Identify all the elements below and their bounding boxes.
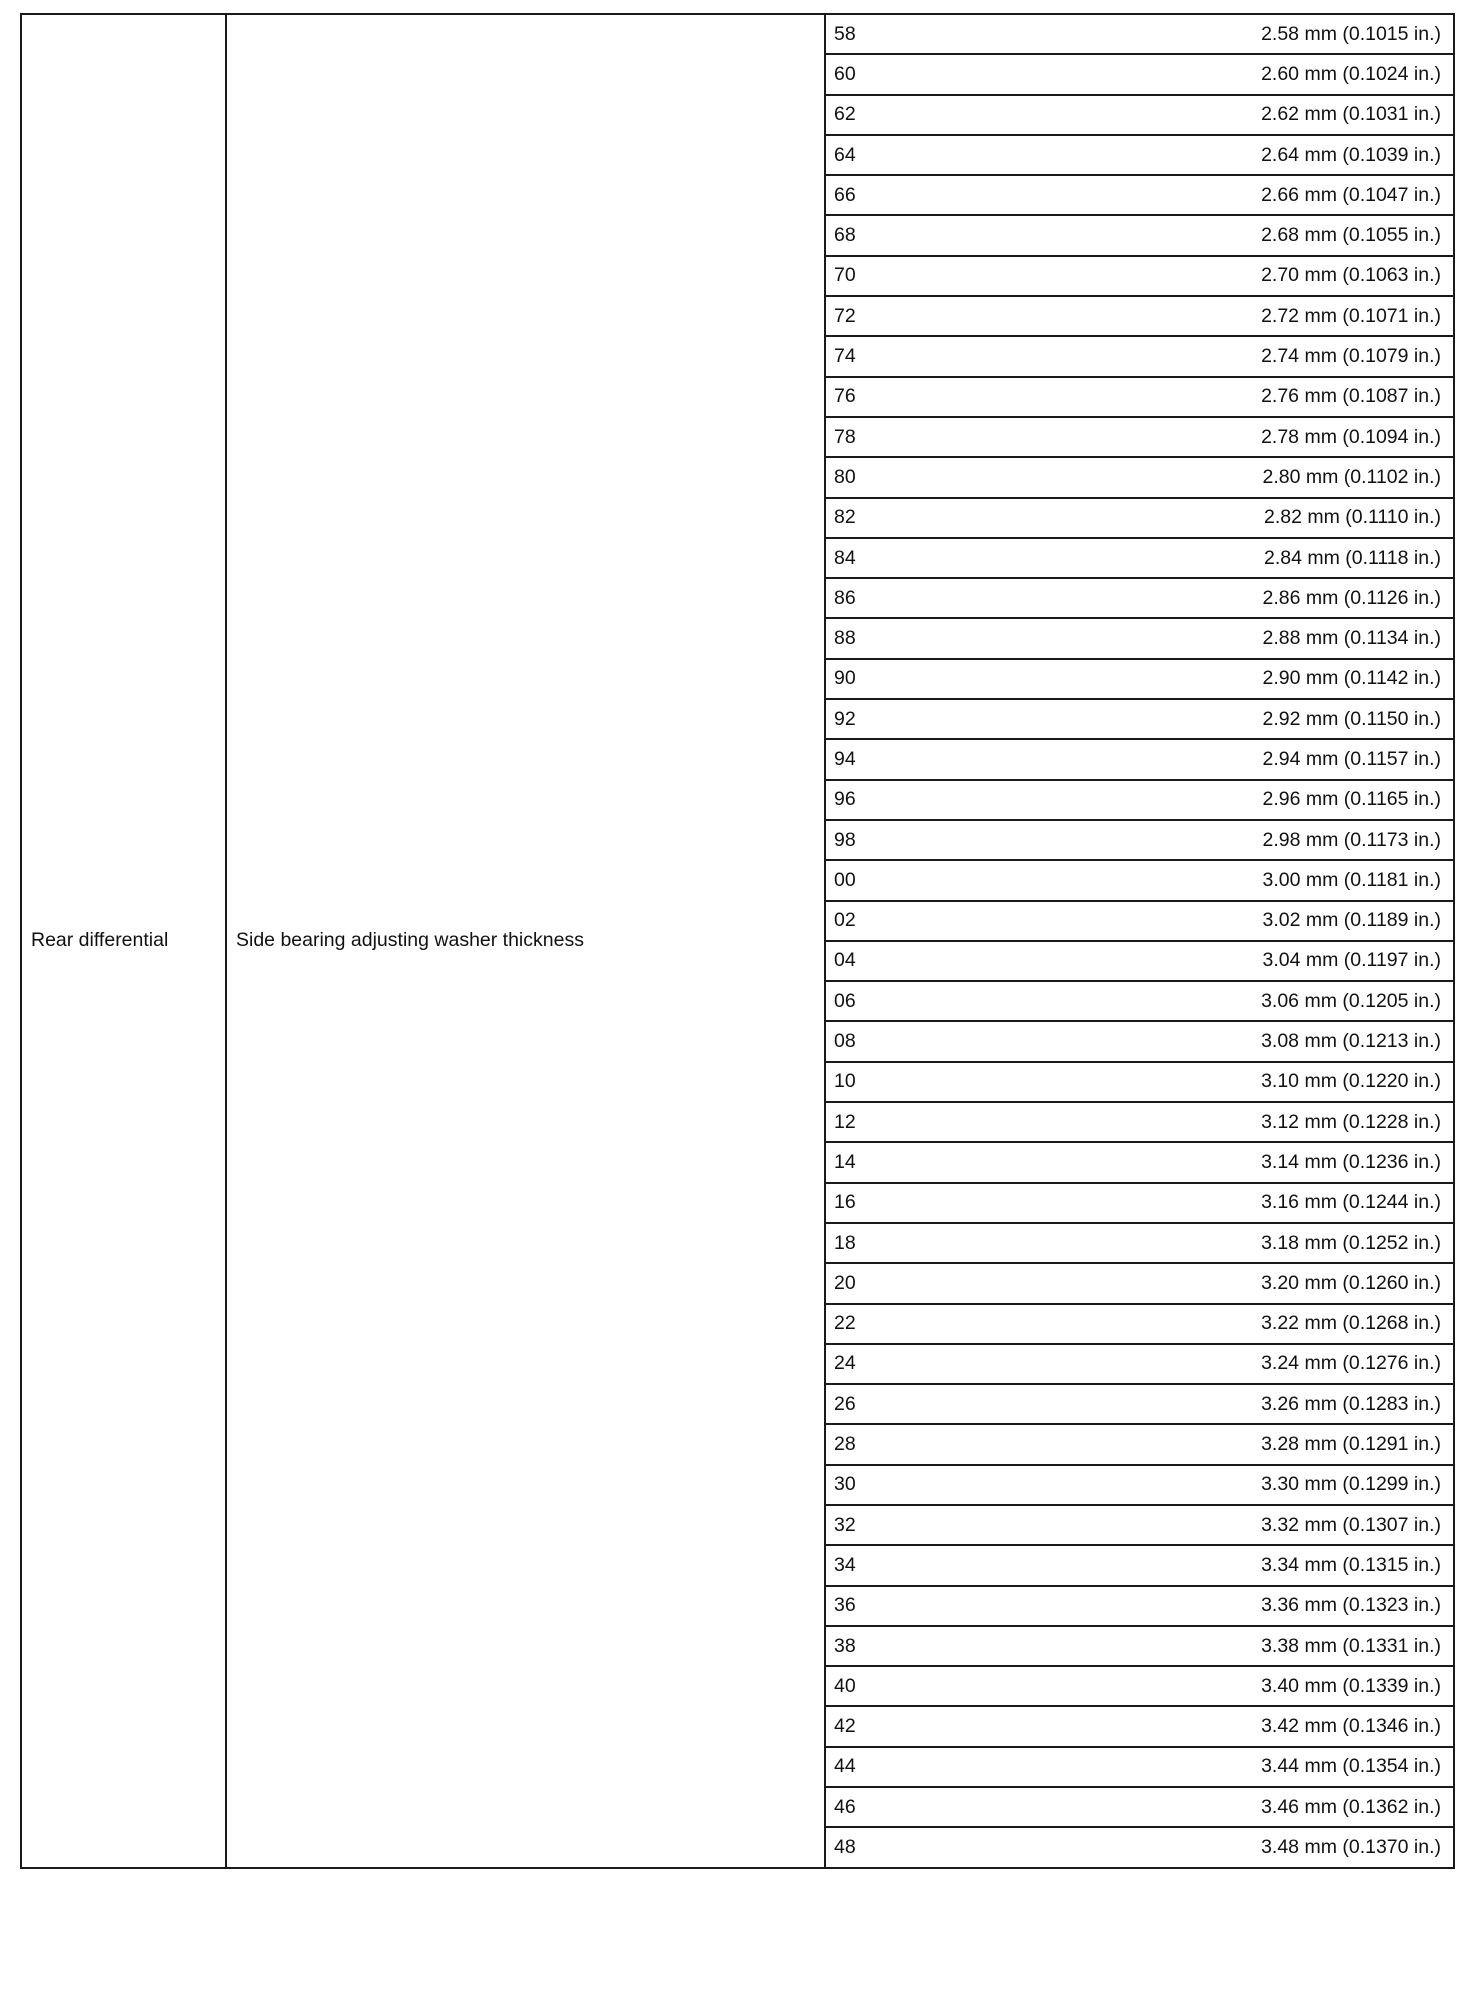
washer-mark: 44 <box>834 1755 856 1778</box>
washer-thickness: 3.32 mm (0.1307 in.) <box>1261 1513 1441 1536</box>
thickness-cell <box>825 699 1454 739</box>
washer-mark: 74 <box>834 345 856 368</box>
washer-mark: 66 <box>834 183 856 206</box>
washer-mark: 12 <box>834 1110 856 1133</box>
thickness-cell <box>825 1666 1454 1706</box>
thickness-cell <box>825 1344 1454 1384</box>
thickness-cell <box>825 256 1454 296</box>
thickness-cell <box>825 820 1454 860</box>
washer-thickness: 3.36 mm (0.1323 in.) <box>1261 1594 1441 1617</box>
washer-mark: 30 <box>834 1473 856 1496</box>
washer-thickness: 2.82 mm (0.1110 in.) <box>1263 506 1441 529</box>
washer-thickness: 3.48 mm (0.1370 in.) <box>1261 1836 1441 1858</box>
thickness-cell <box>825 296 1454 336</box>
washer-thickness: 3.22 mm (0.1268 in.) <box>1261 1312 1441 1335</box>
thickness-cell <box>825 1787 1454 1827</box>
washer-mark: 16 <box>834 1191 856 1214</box>
thickness-cell <box>825 175 1454 215</box>
washer-thickness: 3.42 mm (0.1346 in.) <box>1261 1715 1441 1738</box>
washer-thickness: 3.00 mm (0.1181 in.) <box>1262 868 1441 891</box>
thickness-cell <box>825 1183 1454 1223</box>
thickness-cell <box>825 95 1454 135</box>
thickness-cell <box>825 215 1454 255</box>
washer-mark: 78 <box>834 425 856 448</box>
thickness-cell <box>825 1223 1454 1263</box>
washer-thickness: 2.84 mm (0.1118 in.) <box>1263 546 1441 569</box>
spec-table-body <box>21 14 1454 1868</box>
washer-thickness: 3.18 mm (0.1252 in.) <box>1261 1231 1441 1254</box>
washer-thickness: 3.30 mm (0.1299 in.) <box>1261 1473 1441 1496</box>
washer-thickness: 2.88 mm (0.1134 in.) <box>1262 627 1441 650</box>
thickness-cell <box>825 1586 1454 1626</box>
washer-mark: 04 <box>834 949 856 972</box>
washer-thickness: 2.92 mm (0.1150 in.) <box>1262 707 1441 730</box>
washer-mark: 24 <box>834 1352 856 1375</box>
washer-thickness: 3.40 mm (0.1339 in.) <box>1261 1674 1441 1697</box>
washer-mark: 58 <box>834 22 856 45</box>
washer-thickness: 3.26 mm (0.1283 in.) <box>1261 1392 1441 1415</box>
washer-thickness: 3.04 mm (0.1197 in.) <box>1262 949 1441 972</box>
washer-thickness: 3.10 mm (0.1220 in.) <box>1261 1070 1441 1093</box>
thickness-cell <box>825 1827 1454 1867</box>
thickness-cell <box>825 901 1454 941</box>
thickness-cell <box>825 1626 1454 1666</box>
washer-thickness: 2.86 mm (0.1126 in.) <box>1262 586 1441 609</box>
washer-thickness: 2.90 mm (0.1142 in.) <box>1262 667 1441 690</box>
washer-thickness: 3.14 mm (0.1236 in.) <box>1261 1150 1441 1173</box>
washer-mark: 26 <box>834 1392 856 1415</box>
washer-mark: 72 <box>834 304 856 327</box>
washer-mark: 34 <box>834 1553 856 1576</box>
thickness-cell <box>825 1102 1454 1142</box>
washer-thickness: 3.12 mm (0.1228 in.) <box>1261 1110 1441 1133</box>
spec-table <box>20 13 1455 1869</box>
washer-mark: 92 <box>834 707 856 730</box>
washer-thickness: 2.80 mm (0.1102 in.) <box>1262 465 1441 488</box>
washer-mark: 10 <box>834 1070 856 1093</box>
table-row <box>21 14 1454 54</box>
system-cell: Rear differential <box>21 14 226 1868</box>
washer-mark: 94 <box>834 747 856 770</box>
thickness-cell <box>825 941 1454 981</box>
washer-mark: 20 <box>834 1271 856 1294</box>
washer-mark: 88 <box>834 627 856 650</box>
thickness-cell <box>825 1505 1454 1545</box>
thickness-cell <box>825 1384 1454 1424</box>
washer-thickness: 2.76 mm (0.1087 in.) <box>1261 385 1441 408</box>
washer-thickness: 3.44 mm (0.1354 in.) <box>1261 1755 1441 1778</box>
thickness-cell <box>825 1465 1454 1505</box>
thickness-cell <box>825 1545 1454 1585</box>
washer-mark: 36 <box>834 1594 856 1617</box>
washer-mark: 18 <box>834 1231 856 1254</box>
thickness-cell <box>825 1424 1454 1464</box>
washer-mark: 76 <box>834 385 856 408</box>
thickness-cell <box>825 860 1454 900</box>
thickness-cell <box>825 1021 1454 1061</box>
washer-thickness: 2.96 mm (0.1165 in.) <box>1262 788 1441 811</box>
washer-mark: 02 <box>834 909 856 932</box>
thickness-cell <box>825 780 1454 820</box>
washer-thickness: 3.16 mm (0.1244 in.) <box>1261 1191 1441 1214</box>
washer-mark: 42 <box>834 1715 856 1738</box>
washer-mark: 60 <box>834 62 856 85</box>
thickness-cell <box>825 14 1454 54</box>
thickness-cell <box>825 336 1454 376</box>
washer-mark: 84 <box>834 546 856 569</box>
thickness-cell <box>825 498 1454 538</box>
thickness-cell <box>825 54 1454 94</box>
washer-mark: 70 <box>834 264 856 287</box>
washer-mark: 08 <box>834 1030 856 1053</box>
washer-mark: 90 <box>834 667 856 690</box>
washer-mark: 86 <box>834 586 856 609</box>
washer-thickness: 2.74 mm (0.1079 in.) <box>1261 345 1441 368</box>
thickness-cell <box>825 1706 1454 1746</box>
washer-mark: 40 <box>834 1674 856 1697</box>
thickness-cell <box>825 538 1454 578</box>
thickness-cell <box>825 1263 1454 1303</box>
washer-thickness: 3.24 mm (0.1276 in.) <box>1261 1352 1441 1375</box>
washer-thickness: 2.72 mm (0.1071 in.) <box>1261 304 1441 327</box>
washer-thickness: 3.28 mm (0.1291 in.) <box>1261 1433 1441 1456</box>
washer-thickness: 2.78 mm (0.1094 in.) <box>1261 425 1441 448</box>
thickness-cell <box>825 659 1454 699</box>
washer-mark: 48 <box>834 1836 856 1858</box>
washer-mark: 00 <box>834 868 856 891</box>
washer-thickness: 3.34 mm (0.1315 in.) <box>1261 1553 1441 1576</box>
washer-mark: 64 <box>834 143 856 166</box>
washer-thickness: 2.68 mm (0.1055 in.) <box>1261 224 1441 247</box>
thickness-cell <box>825 377 1454 417</box>
thickness-cell <box>825 135 1454 175</box>
washer-mark: 14 <box>834 1150 856 1173</box>
thickness-cell <box>825 1062 1454 1102</box>
washer-thickness: 2.70 mm (0.1063 in.) <box>1261 264 1441 287</box>
washer-mark: 06 <box>834 989 856 1012</box>
washer-mark: 62 <box>834 103 856 126</box>
washer-thickness: 2.94 mm (0.1157 in.) <box>1262 747 1441 770</box>
washer-mark: 98 <box>834 828 856 851</box>
washer-thickness: 3.38 mm (0.1331 in.) <box>1261 1634 1441 1657</box>
washer-mark: 96 <box>834 788 856 811</box>
washer-thickness: 3.20 mm (0.1260 in.) <box>1261 1271 1441 1294</box>
thickness-cell <box>825 981 1454 1021</box>
washer-thickness: 2.66 mm (0.1047 in.) <box>1261 183 1441 206</box>
thickness-cell <box>825 417 1454 457</box>
washer-mark: 28 <box>834 1433 856 1456</box>
washer-thickness: 2.64 mm (0.1039 in.) <box>1261 143 1441 166</box>
washer-mark: 82 <box>834 506 856 529</box>
washer-thickness: 3.08 mm (0.1213 in.) <box>1261 1030 1441 1053</box>
washer-thickness: 2.62 mm (0.1031 in.) <box>1261 103 1441 126</box>
thickness-cell <box>825 1747 1454 1787</box>
thickness-cell <box>825 1142 1454 1182</box>
washer-thickness: 2.58 mm (0.1015 in.) <box>1261 22 1441 45</box>
item-cell: Side bearing adjusting washer thickness <box>226 14 825 1868</box>
thickness-cell <box>825 739 1454 779</box>
washer-thickness: 3.06 mm (0.1205 in.) <box>1261 989 1441 1012</box>
thickness-cell <box>825 457 1454 497</box>
thickness-cell <box>825 578 1454 618</box>
washer-mark: 32 <box>834 1513 856 1536</box>
thickness-cell <box>825 1304 1454 1344</box>
washer-mark: 38 <box>834 1634 856 1657</box>
washer-thickness: 3.46 mm (0.1362 in.) <box>1261 1795 1441 1818</box>
washer-mark: 22 <box>834 1312 856 1335</box>
washer-mark: 46 <box>834 1795 856 1818</box>
washer-thickness: 2.60 mm (0.1024 in.) <box>1261 62 1441 85</box>
washer-mark: 80 <box>834 465 856 488</box>
washer-thickness: 3.02 mm (0.1189 in.) <box>1262 909 1441 932</box>
washer-thickness: 2.98 mm (0.1173 in.) <box>1262 828 1441 851</box>
washer-mark: 68 <box>834 224 856 247</box>
thickness-cell <box>825 618 1454 658</box>
